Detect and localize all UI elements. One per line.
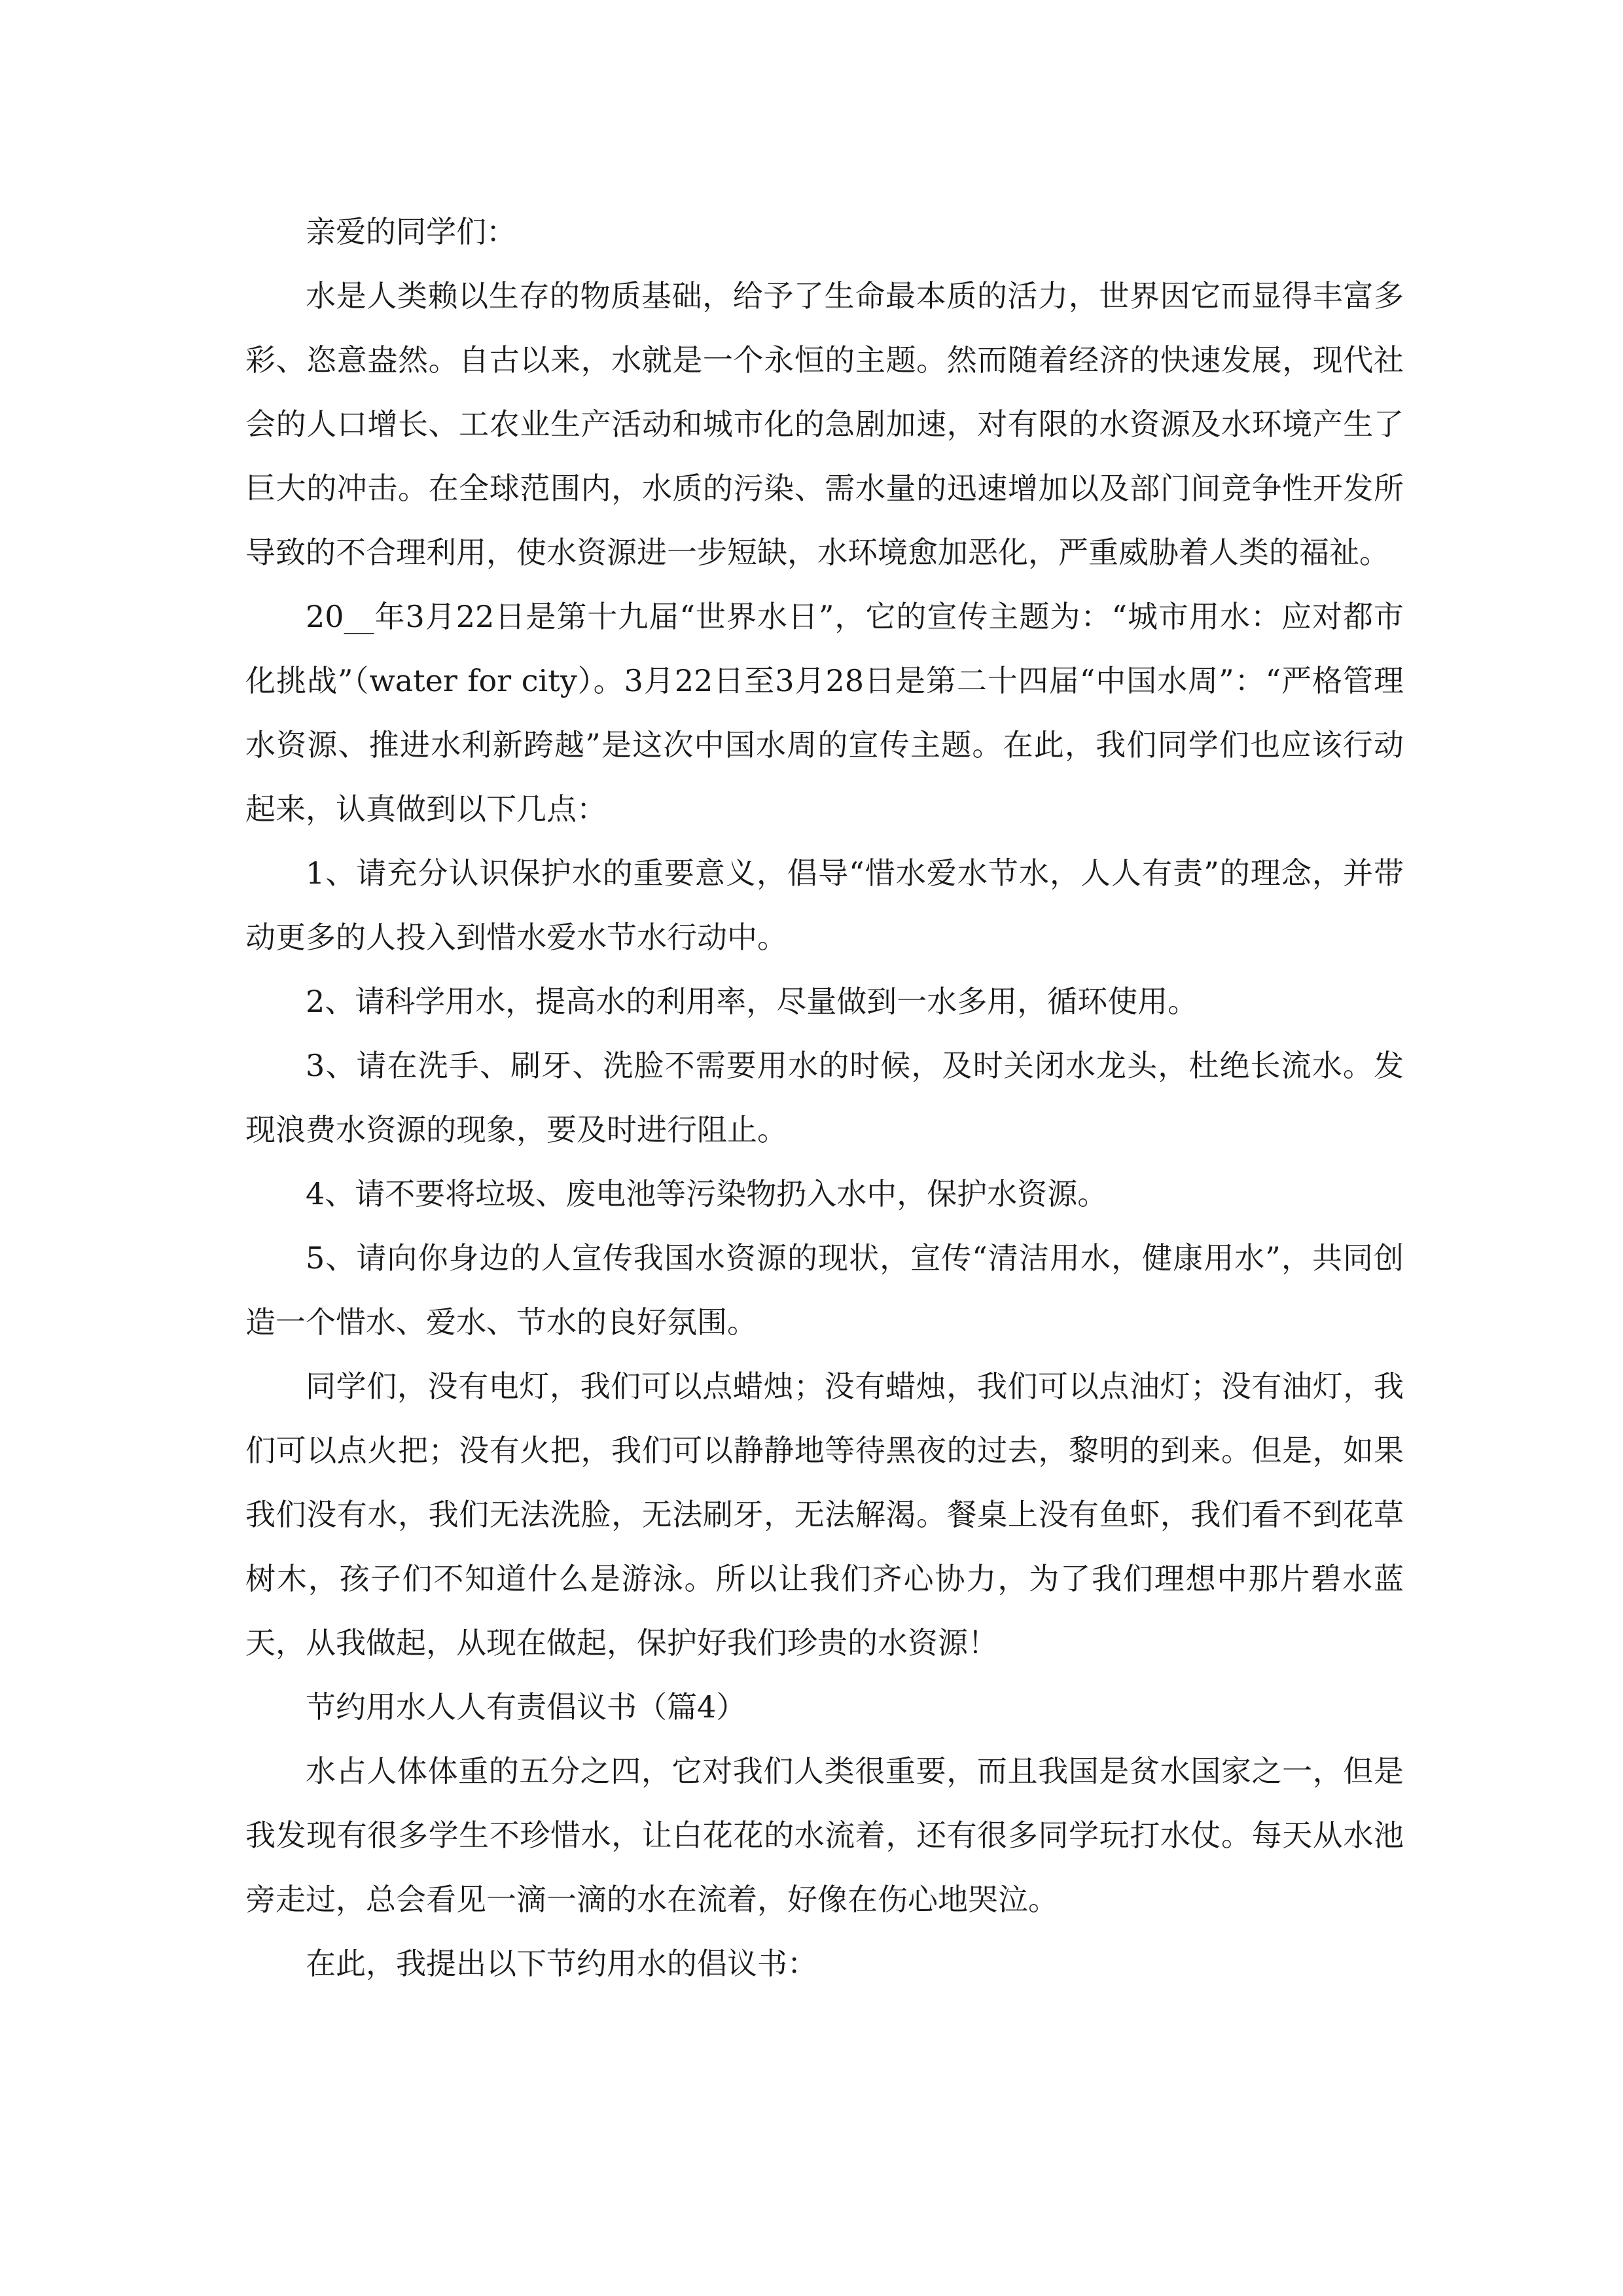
paragraph-proposal-lead: 在此，我提出以下节约用水的倡议书： [306,1946,817,1981]
paragraph-water-day: 20__年3月22日是第十九届“世界水日”，它的宣传主题为：“城市用水：应对都市化挑战”（water for city）。3月22日至3月28日是第二十四届“中国水周”：“严格管理水资源、推进水利新跨越”是这次中国水周的宣传主题。在此，我们同学们也应该行动起来，认真做到以下几点： [245,599,1404,827]
list-item-4: 4、请不要将垃圾、废电池等污染物扔入水中，保护水资源。 [306,1176,1108,1211]
paragraph-closing: 同学们，没有电灯，我们可以点蜡烛；没有蜡烛，我们可以点油灯；没有油灯，我们可以点火把；没有火把，我们可以静静地等待黑夜的过去，黎明的到来。但是，如果我们没有水，我们无法洗脸，无法刷牙，无法解渴。餐桌上没有鱼虾，我们看不到花草树木，孩子们不知道什么是游泳。所以让我们齐心协力，为了我们理想中那片碧水蓝天，从我做起，从现在做起，保护好我们珍贵的水资源！ [245,1369,1404,1660]
list-item-5: 5、请向你身边的人宣传我国水资源的现状，宣传“清洁用水，健康用水”，共同创造一个惜水、爱水、节水的良好氛围。 [245,1240,1404,1340]
list-item-2: 2、请科学用水，提高水的利用率，尽量做到一水多用，循环使用。 [306,984,1198,1019]
list-item-1: 1、请充分认识保护水的重要意义，倡导“惜水爱水节水，人人有责”的理念，并带动更多的人投入到惜水爱水节水行动中。 [245,855,1404,955]
section-heading: 节约用水人人有责倡议书（篇4） [306,1689,747,1725]
salutation: 亲爱的同学们： [306,214,516,249]
document-body [245,200,1404,1996]
list-item-3: 3、请在洗手、刷牙、洗脸不需要用水的时候，及时关闭水龙头，杜绝长流水。发现浪费水资源的现象，要及时进行阻止。 [245,1048,1404,1147]
paragraph-section4-intro: 水占人体体重的五分之四，它对我们人类很重要，而且我国是贫水国家之一，但是我发现有很多学生不珍惜水，让白花花的水流着，还有很多同学玩打水仗。每天从水池旁走过，总会看见一滴一滴的水在流着，好像在伤心地哭泣。 [245,1753,1404,1917]
paragraph-intro: 水是人类赖以生存的物质基础，给予了生命最本质的活力，世界因它而显得丰富多彩、恣意盎然。自古以来，水就是一个永恒的主题。然而随着经济的快速发展，现代社会的人口增长、工农业生产活动和城市化的急剧加速，对有限的水资源及水环境产生了巨大的冲击。在全球范围内，水质的污染、需水量的迅速增加以及部门间竞争性开发所导致的不合理利用，使水资源进一步短缺，水环境愈加恶化，严重威胁着人类的福祉。 [245,278,1404,570]
